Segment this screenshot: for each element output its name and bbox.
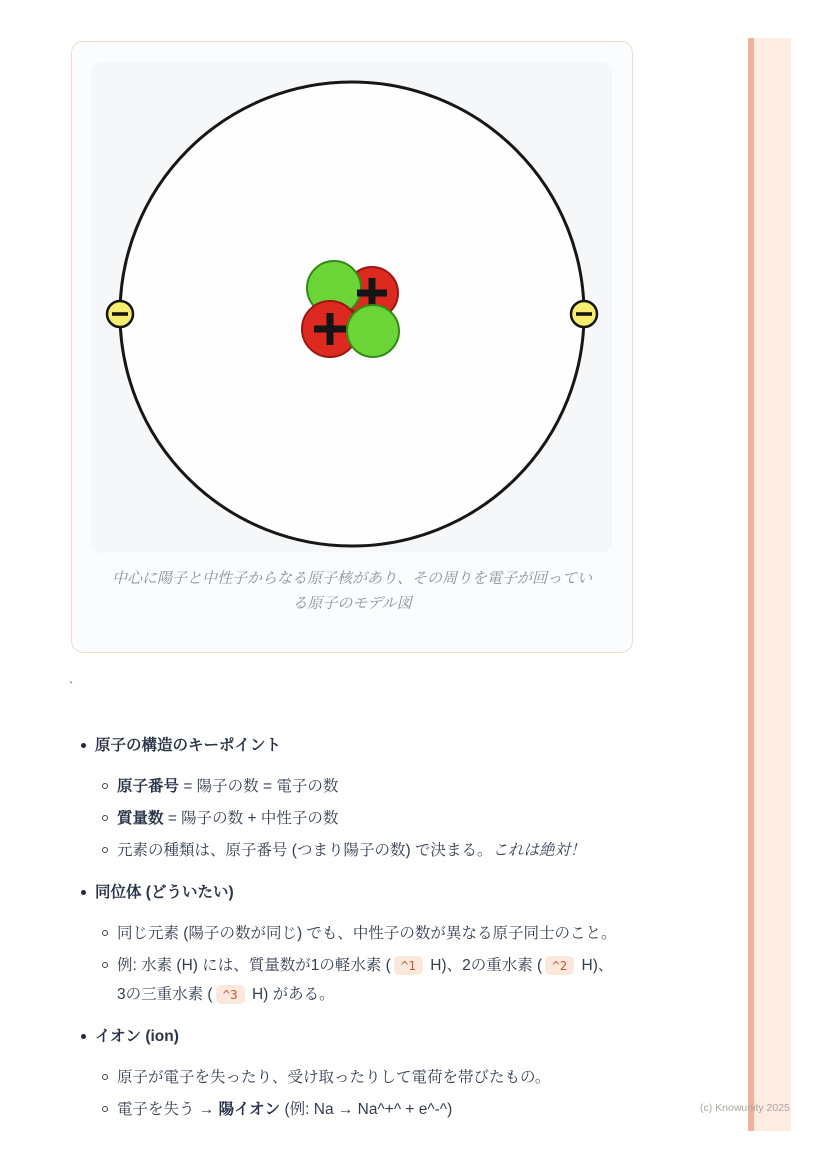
plus-icon bbox=[327, 313, 334, 345]
bullet-circle-icon bbox=[102, 1106, 108, 1112]
bold-text: 質量数 bbox=[117, 810, 164, 827]
list-item bbox=[77, 919, 617, 948]
text-run: = 陽子の数 = 電子の数 bbox=[179, 778, 339, 795]
plus-icon bbox=[369, 278, 376, 308]
list-section bbox=[77, 1022, 622, 1124]
bold-text: 陽イオン bbox=[218, 1101, 281, 1118]
text-run: H)、2の重水素 ( bbox=[425, 957, 543, 974]
list-section-title bbox=[77, 731, 622, 760]
copyright-watermark: (c) Knowunity 2025 bbox=[700, 1102, 790, 1114]
bullet-circle-icon bbox=[102, 1074, 108, 1080]
list-section-title bbox=[77, 878, 622, 907]
italic-text: これは絶対！ bbox=[492, 842, 586, 859]
text-run: = 陽子の数 + 中性子の数 bbox=[163, 810, 339, 827]
list-item bbox=[77, 836, 617, 865]
list-items bbox=[77, 919, 622, 1009]
minus-icon bbox=[576, 312, 592, 316]
list-item-text bbox=[117, 778, 338, 795]
section-title-text: 原子の構造のキーポイント bbox=[95, 737, 282, 754]
bullet-dot-icon bbox=[81, 743, 86, 748]
text-run: 電子を失う → bbox=[117, 1101, 219, 1118]
list-item bbox=[77, 772, 617, 801]
figure-caption: 中心に陽子と中性子からなる原子核があり、その周りを電子が回っている原子のモデル図 bbox=[111, 570, 592, 612]
section-title-text: 同位体 (どういたい) bbox=[95, 884, 234, 901]
atom-diagram-panel bbox=[91, 62, 612, 553]
list-items bbox=[77, 772, 622, 865]
inline-code-badge: ^3 bbox=[216, 985, 245, 1004]
inline-code-badge: ^2 bbox=[545, 956, 574, 975]
scroll-stripe[interactable] bbox=[748, 38, 791, 1131]
bullet-circle-icon bbox=[102, 962, 108, 968]
list-item bbox=[77, 951, 617, 1009]
text-run: H)、3の三重水素 ( bbox=[117, 957, 614, 1003]
atom-figure-card bbox=[71, 41, 633, 653]
neutron-particle bbox=[347, 305, 399, 357]
list-item-text bbox=[117, 1101, 452, 1118]
text-run: 例: 水素 (H) には、質量数が1の軽水素 ( bbox=[117, 957, 391, 974]
list-item bbox=[77, 1063, 617, 1092]
list-section bbox=[77, 731, 622, 865]
bold-text: 原子番号 bbox=[117, 778, 180, 795]
bullet-circle-icon bbox=[102, 815, 108, 821]
bullet-circle-icon bbox=[102, 783, 108, 789]
list-section-title bbox=[77, 1022, 622, 1051]
section-title-text: イオン (ion) bbox=[95, 1028, 179, 1045]
notes-list bbox=[77, 731, 622, 1124]
minus-icon bbox=[112, 312, 128, 316]
list-item bbox=[77, 1095, 617, 1124]
list-item-text bbox=[117, 810, 338, 827]
text-run: H) がある。 bbox=[247, 986, 335, 1003]
bullet-circle-icon bbox=[102, 847, 108, 853]
stray-backtick: ` bbox=[69, 679, 74, 694]
text-run: 原子が電子を失ったり、受け取ったりして電荷を帯びたもの。 bbox=[117, 1069, 551, 1086]
list-item bbox=[77, 804, 617, 833]
list-items bbox=[77, 1063, 622, 1124]
text-run: 元素の種類は、原子番号 (つまり陽子の数) で決まる。 bbox=[117, 842, 493, 859]
list-item-text bbox=[117, 842, 585, 859]
bullet-circle-icon bbox=[102, 930, 108, 936]
inline-code-badge: ^1 bbox=[394, 956, 423, 975]
list-item-text bbox=[117, 957, 613, 1003]
atom-model-svg bbox=[91, 62, 612, 553]
bullet-dot-icon bbox=[81, 890, 86, 895]
text-run: (例: Na → Na^+^ + e^-^) bbox=[280, 1101, 453, 1118]
bullet-dot-icon bbox=[81, 1034, 86, 1039]
list-item-text bbox=[117, 1069, 550, 1086]
list-section bbox=[77, 878, 622, 1009]
list-item-text bbox=[117, 925, 616, 942]
text-run: 同じ元素 (陽子の数が同じ) でも、中性子の数が異なる原子同士のこと。 bbox=[117, 925, 617, 942]
